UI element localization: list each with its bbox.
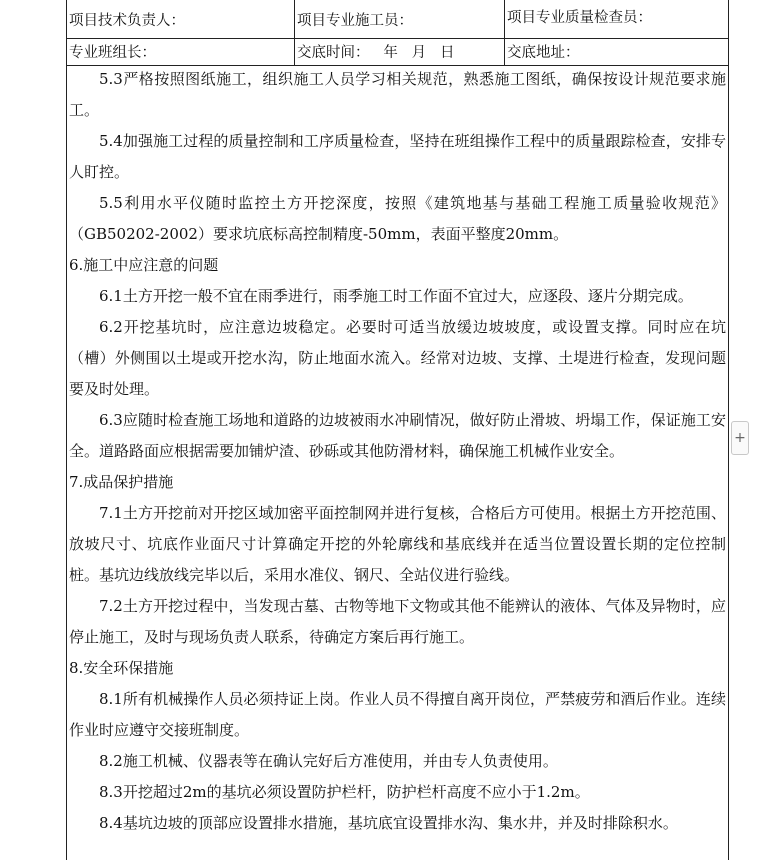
- expand-button[interactable]: [731, 421, 749, 455]
- header-row-briefing: [67, 38, 728, 66]
- header-row-signatures: [67, 0, 728, 39]
- paragraph: 8.2施工机械、仪器表等在确认完好后方准使用，并由专人负责使用。: [99, 752, 558, 770]
- section-heading: 6.施工中应注意的问题: [69, 256, 219, 274]
- paragraph: 8.4基坑边坡的顶部应设置排水措施，基坑底宜设置排水沟、集水井，并及时排除积水。: [99, 814, 678, 832]
- paragraph: 7.2土方开挖过程中，当发现古墓、古物等地下文物或其他不能辨认的液体、气体及异物时，应停止施工，及时与现场负责人联系，待确定方案后再行施工。: [69, 597, 726, 646]
- paragraph: 8.1所有机械操作人员必须持证上岗。作业人员不得擅自离开岗位，严禁疲劳和酒后作业。连续作业时应遵守交接班制度。: [69, 690, 726, 739]
- document-sheet: [66, 0, 729, 860]
- paragraph: 5.5利用水平仪随时监控土方开挖深度，按照《建筑地基与基础工程施工质量验收规范》（GB50202-2002）要求坑底标高控制精度-50mm，表面平整度20mm。: [69, 194, 726, 243]
- document-body: [67, 64, 728, 839]
- technical-lead-cell: 项目技术负责人：: [67, 0, 295, 38]
- briefing-time-cell: 交底时间： 年 月 日: [295, 38, 505, 65]
- team-leader-cell: 专业班组长：: [67, 38, 295, 65]
- section-heading: 8.安全环保措施: [69, 659, 174, 677]
- paragraph: 6.1土方开挖一般不宜在雨季进行，雨季施工时工作面不宜过大，应逐段、逐片分期完成。: [99, 287, 693, 305]
- section-heading: 7.成品保护措施: [69, 473, 174, 491]
- paragraph: 6.2开挖基坑时，应注意边坡稳定。必要时可适当放缓边坡坡度，或设置支撑。同时应在坑（槽）外侧围以土堤或开挖水沟，防止地面水流入。经常对边坡、支撑、土堤进行检查，发现问题要及时处理。: [69, 318, 726, 398]
- site-engineer-cell: 项目专业施工员：: [295, 0, 505, 38]
- paragraph: 5.4加强施工过程的质量控制和工序质量检查，坚持在班组操作工程中的质量跟踪检查，安排专人盯控。: [69, 132, 726, 181]
- paragraph: 5.3严格按照图纸施工，组织施工人员学习相关规范，熟悉施工图纸，确保按设计规范要求施工。: [69, 70, 726, 119]
- briefing-location-cell: 交底地址：: [507, 45, 580, 61]
- quality-inspector-cell: 项目专业质量检查员：: [507, 10, 652, 26]
- paragraph: 7.1土方开挖前对开挖区域加密平面控制网并进行复核，合格后方可使用。根据土方开挖范围、放坡尺寸、坑底作业面尺寸计算确定开挖的外轮廓线和基底线并在适当位置设置长期的定位控制桩。基坑边线放线完毕以后，采用水准仪、钢尺、全站仪进行验线。: [69, 504, 726, 584]
- paragraph: 8.3开挖超过2m的基坑必须设置防护栏杆，防护栏杆高度不应小于1.2m。: [99, 783, 590, 801]
- plus-icon: +: [734, 430, 746, 446]
- paragraph: 6.3应随时检查施工场地和道路的边坡被雨水冲刷情况，做好防止滑坡、坍塌工作，保证施工安全。道路路面应根据需要加铺炉渣、砂砾或其他防滑材料，确保施工机械作业安全。: [69, 411, 726, 460]
